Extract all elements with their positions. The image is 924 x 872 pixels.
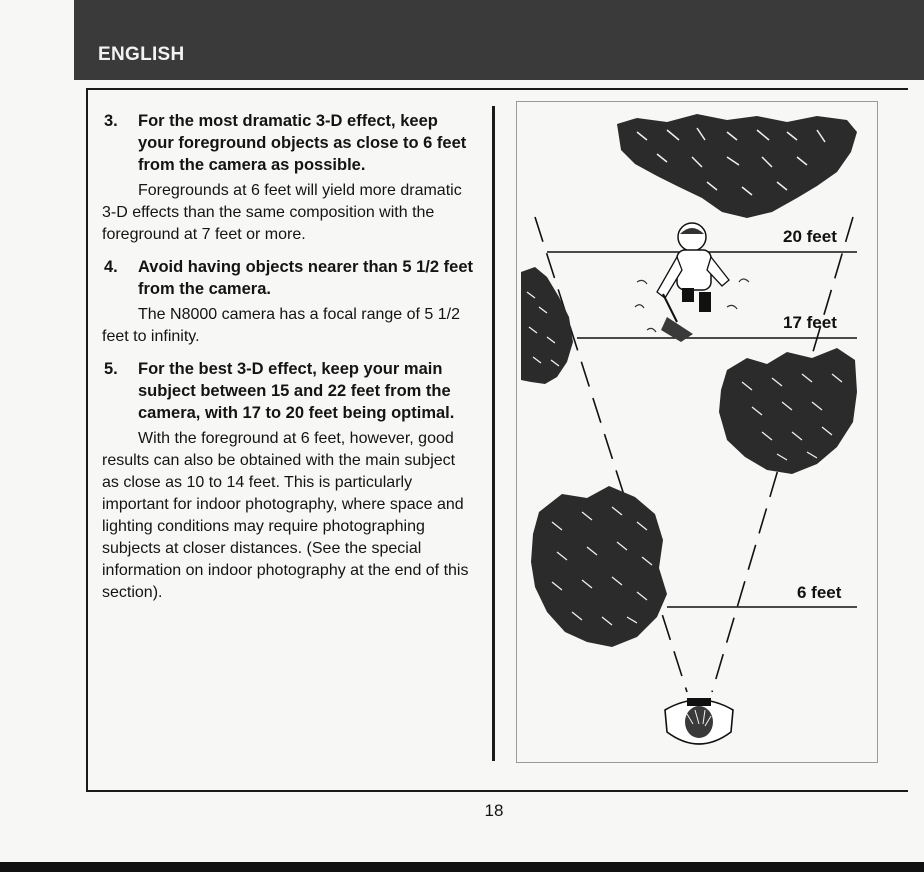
tip-number: 4. bbox=[104, 258, 118, 276]
tip-heading bbox=[104, 110, 476, 176]
tip-number: 5. bbox=[104, 360, 118, 378]
tip-item-3 bbox=[104, 110, 476, 246]
text-column bbox=[104, 110, 476, 604]
tip-item-5 bbox=[104, 358, 476, 604]
label-6-feet: 6 feet bbox=[797, 583, 842, 602]
tip-title: For the most dramatic 3-D effect, keep your foreground objects as close to 6 feet from the camera as possible. bbox=[138, 112, 467, 174]
top-tree-icon bbox=[617, 114, 857, 218]
header-bar bbox=[74, 0, 924, 80]
tip-heading bbox=[104, 256, 476, 300]
tip-item-4 bbox=[104, 256, 476, 348]
column-divider bbox=[492, 106, 495, 761]
tip-title: Avoid having objects nearer than 5 1/2 feet from the camera. bbox=[138, 258, 473, 298]
page-number: 18 bbox=[484, 801, 504, 820]
foreground-tree-icon bbox=[531, 486, 667, 647]
left-tree-icon bbox=[521, 267, 573, 384]
tip-title: For the best 3-D effect, keep your main subject between 15 and 22 feet from the camera, with 17 to 20 feet being optimal. bbox=[138, 360, 455, 422]
distance-diagram bbox=[516, 101, 878, 763]
tip-body: The N8000 camera has a focal range of 5 1/2 feet to infinity. bbox=[102, 306, 460, 345]
label-17-feet: 17 feet bbox=[783, 313, 837, 332]
distance-diagram-svg bbox=[517, 102, 877, 762]
photographer-icon bbox=[665, 698, 733, 744]
tip-heading bbox=[104, 358, 476, 424]
tip-body: Foregrounds at 6 feet will yield more dramatic 3-D effects than the same composition with the foreground at 7 feet or more. bbox=[102, 182, 462, 243]
tip-body: With the foreground at 6 feet, however, good results can also be obtained with the main subject as close as 10 to 14 feet. This is particularly important for indoor photography, where space and lighting conditions may require photographing subjects at closer distances. (See the special information on indoor photography at the end of this section). bbox=[102, 430, 469, 601]
subject-person-icon bbox=[635, 223, 749, 342]
tip-number: 3. bbox=[104, 112, 118, 130]
right-tree-icon bbox=[719, 348, 857, 474]
language-label: ENGLISH bbox=[98, 44, 185, 65]
label-20-feet: 20 feet bbox=[783, 227, 837, 246]
bottom-edge-bar bbox=[0, 862, 924, 872]
